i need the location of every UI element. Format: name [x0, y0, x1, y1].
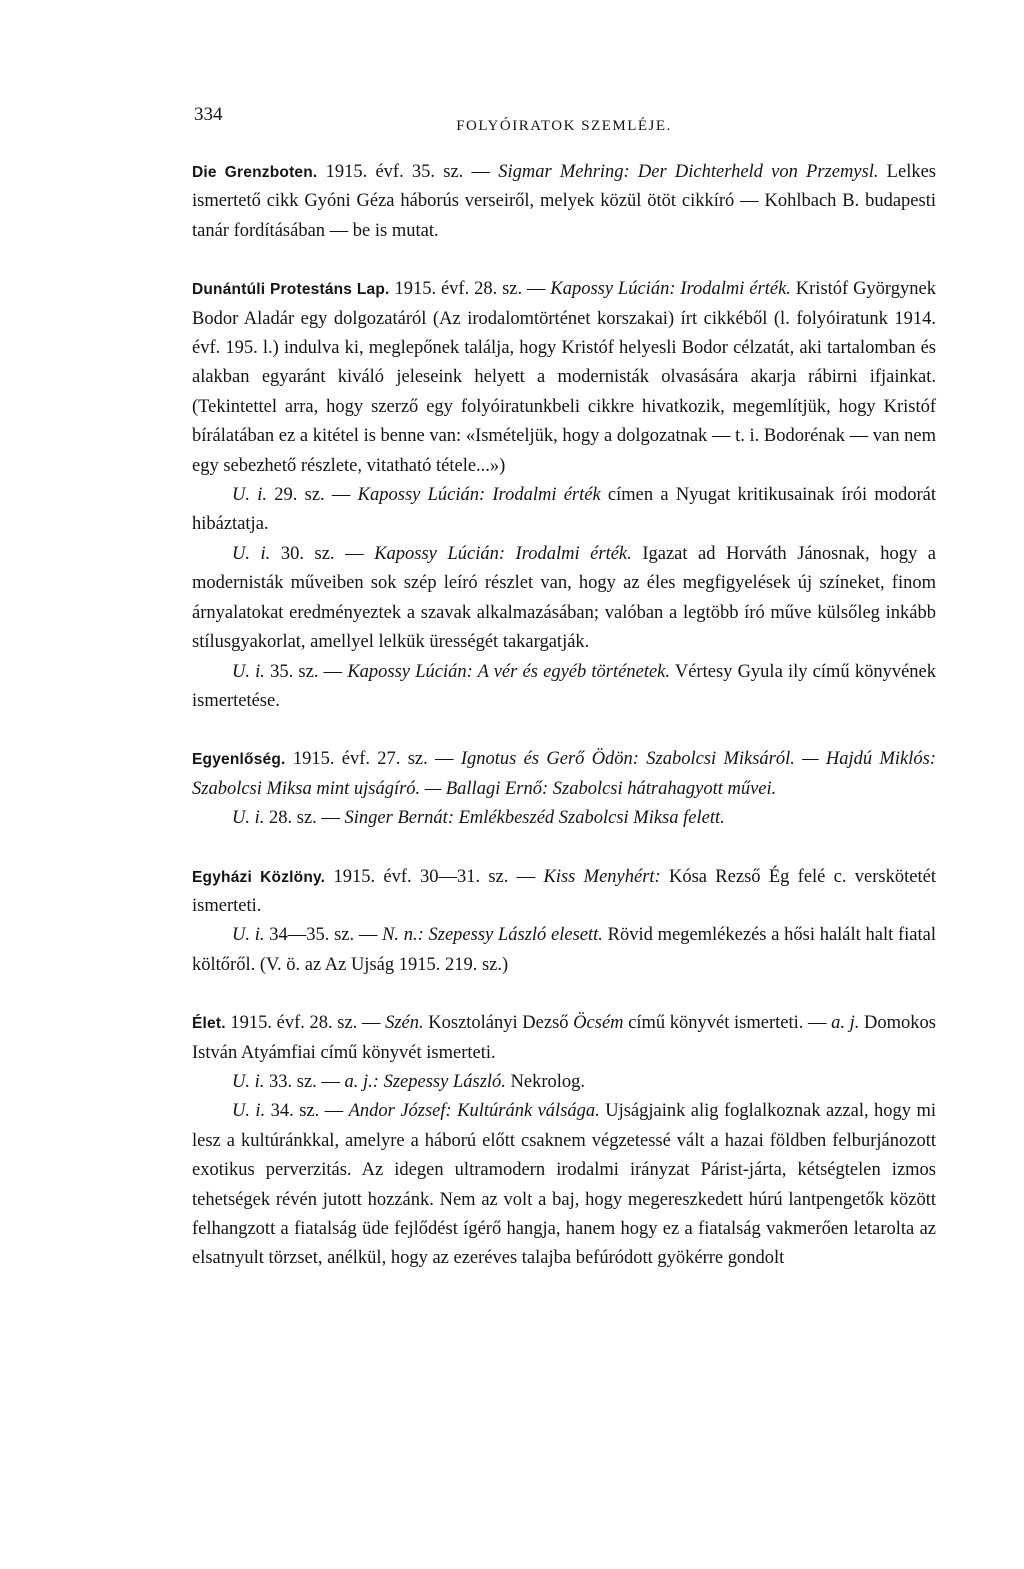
journal-title: Egyházi Közlöny.: [192, 868, 326, 886]
italic-citation: U. i.: [232, 808, 265, 829]
italic-citation: Sigmar Mehring: Der Dichterheld von Przemysl.: [498, 162, 879, 182]
body-text: 34—35. sz. —: [264, 925, 383, 946]
entry-followup-paragraph: [192, 1068, 936, 1097]
body-text: Domokos István Atyámfiai című könyvét ismerteti.: [192, 1013, 937, 1063]
italic-citation: U. i.: [232, 1071, 265, 1092]
body-text: 1915. évf. 28. sz. —: [225, 1013, 386, 1034]
running-title: FOLYÓIRATOK SZEMLÉJE.: [456, 118, 672, 134]
body-text: címen a Nyugat kritikusainak írói modorát hibáztatja.: [192, 485, 936, 535]
journal-title: Élet.: [192, 1015, 226, 1033]
body-text: Ujságjaink alig foglalkoznak azzal, hogy mi lesz a kultúránkkal, amelyre a háború előtt csaknem végzetessé vált a hazai földben felburjánozott exotikus perverzitás. Az idegen ultramodern irodalmi irányzat Párist-járta, kétségtelen izmos tehetségek révén jutott hozzánk. Nem az volt a baj, hogy megereszkedett húrú lantpengetők között felhangzott a fiatalság üde fejlődést ígérő hangja, hanem hogy ez a fiatalság vakmerően letarolta az elsatnyult törzset, anélkül, hogy az ezeréves talajba befúródott gyökérre gondolt: [192, 1101, 937, 1269]
body-text: 29. sz. —: [267, 485, 358, 506]
italic-citation: a. j.: [831, 1013, 860, 1034]
entry-paragraph: [192, 158, 936, 246]
entry-followup-paragraph: [192, 540, 936, 658]
italic-citation: Szén.: [385, 1013, 424, 1034]
review-entries: [192, 158, 936, 1274]
body-text: 35. sz. —: [264, 661, 348, 682]
body-text: 34. sz. —: [265, 1101, 349, 1122]
italic-citation: N. n.: Szepessy László elesett.: [382, 925, 603, 946]
body-text: 28. sz. —: [264, 808, 345, 829]
journal-entry: [192, 745, 936, 833]
italic-citation: Kiss Menyhért:: [543, 866, 661, 887]
italic-citation: Andor József: Kultúránk válsága.: [348, 1101, 600, 1122]
body-text: Kristóf Györgynek Bodor Aladár egy dolgozatáról (Az irodalomtörténet korszakai) írt cikkéből (l. folyóiratunk 1914. évf. 195. l.) indulva ki, meglepőnek találja, hogy Kristóf helyesli Bodor célzatát, aki tartalomban és alakban egyaránt kiváló jeleseink helyett a modernisták olvasására akarja rábirni ifjainkat. (Tekintettel arra, hogy szerző egy folyóiratunkbeli cikkre hivatkozik, megemlítjük, hogy Kristóf bírálatában ez a kitétel is benne van: «Ismételjük, hogy a dolgozatnak — t. i. Bodorénak — van nem egy sebezhető részlete, vitatható tétele...»): [192, 279, 936, 476]
journal-entry: [192, 1009, 936, 1274]
body-text: Igazat ad Horváth Jánosnak, hogy a modernisták műveiben sok szép leíró részlet van, hogy az éles megfigyelések új színeket, finom árnyalatokat eredményeztek a szavak alkalmazásában; valóban a legtöbb író műve külsőleg inkább stílusgyakorlat, amellyel lelkük ürességét takargatják.: [192, 543, 936, 653]
entry-paragraph: [192, 863, 936, 922]
entry-paragraph: [192, 745, 936, 804]
document-page: [192, 100, 936, 1303]
italic-citation: U. i.: [232, 543, 271, 564]
journal-entry: [192, 275, 936, 716]
entry-followup-paragraph: [192, 1097, 936, 1273]
page-header: [192, 100, 936, 132]
italic-citation: U. i.: [232, 1101, 266, 1122]
entry-paragraph: [192, 1009, 936, 1068]
body-text: 1915. évf. 30—31. sz. —: [325, 866, 544, 887]
entry-paragraph: [192, 275, 936, 481]
body-text: Nekrolog.: [505, 1071, 586, 1092]
italic-citation: U. i.: [232, 661, 265, 682]
body-text: Rövid megemlékezés a hősi halált halt fiatal költőről. (V. ö. az Az Ujság 1915. 219. sz.): [192, 925, 936, 975]
body-text: 1915. évf. 28. sz. —: [389, 279, 551, 300]
italic-citation: a. j.: Szepessy László.: [344, 1071, 506, 1092]
italic-citation: Singer Bernát: Emlékbeszéd Szabolcsi Miksa felett.: [344, 808, 725, 829]
journal-title: Egyenlőség.: [192, 751, 286, 769]
italic-citation: U. i.: [232, 925, 265, 946]
italic-citation: Kapossy Lúcián: Irodalmi érték: [357, 485, 601, 506]
page-number: 334: [194, 104, 223, 125]
journal-title: Die Grenzboten.: [192, 164, 318, 181]
italic-citation: Öcsém: [573, 1013, 624, 1034]
body-text: Kosztolányi Dezső: [423, 1013, 574, 1034]
body-text: Vértesy Gyula ily című könyvének ismertetése.: [192, 661, 937, 711]
entry-followup-paragraph: [192, 658, 936, 717]
journal-entry: [192, 158, 936, 246]
italic-citation: Kapossy Lúcián: Irodalmi érték.: [550, 279, 791, 300]
entry-followup-paragraph: [192, 481, 936, 540]
italic-citation: Kapossy Lúcián: Irodalmi érték.: [374, 543, 632, 564]
body-text: című könyvét ismerteti. —: [623, 1013, 832, 1034]
entry-followup-paragraph: [192, 921, 936, 980]
entry-followup-paragraph: [192, 804, 936, 833]
journal-title: Dunántúli Protestáns Lap.: [192, 281, 390, 299]
journal-entry: [192, 863, 936, 981]
italic-citation: Kapossy Lúcián: A vér és egyéb történetek.: [347, 661, 671, 682]
body-text: 33. sz. —: [264, 1071, 345, 1092]
body-text: Kósa Rezső Ég felé c. verskötetét ismerteti.: [192, 866, 936, 916]
italic-citation: U. i.: [232, 485, 267, 506]
body-text: 1915. évf. 35. sz. —: [317, 162, 499, 182]
italic-citation: Ignotus és Gerő Ödön: Szabolcsi Miksáról. — Hajdú Miklós: Szabolcsi Miksa mint ujságíró. — Ballagi Ernő: Szabolcsi hátrahagyott művei.: [192, 749, 936, 799]
body-text: Lelkes ismertető cikk Gyóni Géza háborús verseiről, melyek közül ötöt cikkíró — Kohlbach B. budapesti tanár fordításában — be is mutat.: [192, 162, 936, 241]
body-text: 30. sz. —: [270, 543, 375, 564]
body-text: 1915. évf. 27. sz. —: [285, 749, 461, 770]
